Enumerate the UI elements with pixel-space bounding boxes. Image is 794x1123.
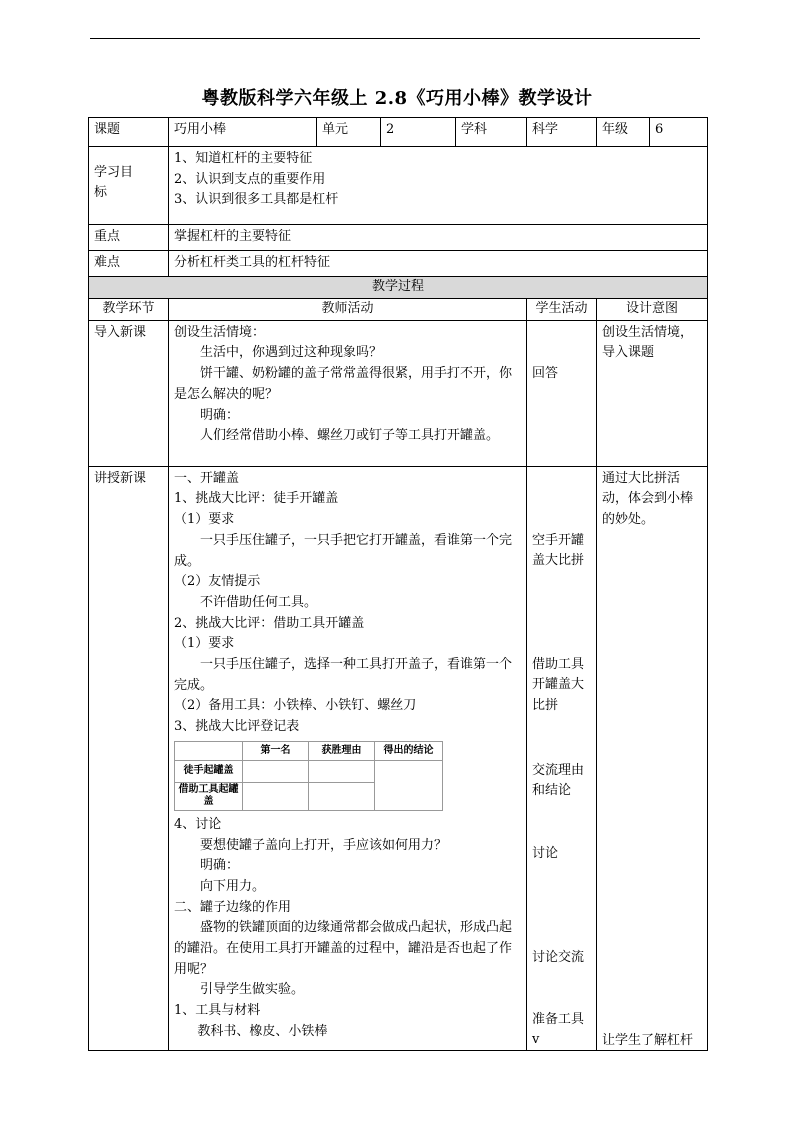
lecture-teacher — [169, 466, 527, 1050]
lecture-line: 3、挑战大比评登记表 — [174, 719, 300, 735]
lecture-line: 引导学生做实验。 — [200, 982, 305, 998]
student-activity: 空手开罐盖大比拼 — [532, 532, 585, 569]
lecture-line: 1、工具与材料 — [174, 1003, 261, 1019]
difficulty-row — [89, 251, 708, 277]
mini-header — [175, 741, 243, 760]
difficulty-value: 分析杠杆类工具的杠杆特征 — [169, 251, 708, 277]
design-intent: 通过大比拼活动，体会到小棒的妙处。 — [602, 470, 694, 528]
mini-row-label: 徒手起罐盖 — [175, 760, 243, 782]
lecture-line: 1、挑战大比评：徒手开罐盖 — [174, 491, 339, 507]
student-activity: 讨论交流 — [532, 949, 585, 965]
intro-teacher-line: 人们经常借助小棒、螺丝刀或钉子等工具打开罐盖。 — [200, 428, 500, 444]
intro-teacher-line: 明确： — [200, 407, 240, 423]
intro-row — [89, 320, 708, 466]
student-activity: 准备工具 v — [532, 1011, 585, 1048]
goal-item: 2、认识到支点的重要作用 — [174, 171, 326, 187]
mini-header: 第一名 — [243, 741, 309, 760]
intro-teacher-line: 饼干罐、奶粉罐的盖子常常盖得很紧，用手打不开，你是怎么解决的呢？ — [174, 366, 513, 402]
student-activity: 借助工具开罐盖大比拼 — [532, 656, 585, 714]
student-activity: 交流理由和结论 — [532, 762, 585, 799]
student-activity: 讨论 — [532, 845, 559, 861]
column-header-row — [89, 299, 708, 321]
process-header: 教学过程 — [89, 277, 708, 299]
goals-label: 学习目标 — [89, 147, 169, 225]
difficulty-label: 难点 — [89, 251, 169, 277]
lecture-stage: 讲授新课 — [89, 466, 169, 1050]
lesson-plan-table — [88, 117, 708, 1051]
key-point-row — [89, 225, 708, 251]
mini-row-label: 借助工具起罐盖 — [175, 782, 243, 810]
lecture-line: 二、罐子边缘的作用 — [174, 899, 292, 915]
design-intent: 让学生了解杠杆 — [602, 1032, 694, 1048]
lecture-line: 向下用力。 — [200, 878, 266, 894]
lecture-line: 盛物的铁罐顶面的边缘通常都会做成凸起状，形成凸起的罐沿。在使用工具打开罐盖的过程中，罐沿是否也起了作用呢？ — [174, 920, 513, 977]
unit-value: 2 — [381, 118, 456, 147]
intro-teacher — [169, 320, 527, 466]
grade-label: 年级 — [597, 118, 650, 147]
unit-label: 单元 — [317, 118, 381, 147]
lecture-line: 一只手压住罐子，一只手把它打开罐盖，看谁第一个完成。 — [174, 532, 513, 569]
subject-label: 学科 — [456, 118, 527, 147]
mini-cell — [243, 760, 309, 782]
lecture-line: 4、讨论 — [174, 816, 222, 832]
page-title: 粤教版科学六年级上 2.8《巧用小棒》教学设计 — [201, 88, 593, 109]
goal-item: 1、知道杠杆的主要特征 — [174, 151, 313, 166]
mini-header: 获胜理由 — [309, 741, 375, 760]
course-label: 课题 — [89, 118, 169, 147]
lecture-line: （1）要求 — [174, 512, 235, 528]
lecture-line: （1）要求 — [174, 636, 235, 652]
lecture-line: 一只手压住罐子，选择一种工具打开盖子，看谁第一个完成。 — [174, 657, 513, 693]
column-header-student: 学生活动 — [527, 299, 597, 321]
grade-value: 6 — [650, 118, 708, 147]
lecture-line: 教科书、橡皮、小铁棒 — [197, 1023, 328, 1039]
goals-row — [89, 147, 708, 225]
lecture-row — [89, 466, 708, 1050]
intro-stage: 导入新课 — [89, 320, 169, 466]
lecture-line: 2、挑战大比评：借助工具开罐盖 — [174, 615, 365, 631]
mini-cell — [309, 782, 375, 810]
mini-header: 得出的结论 — [375, 741, 443, 760]
intro-teacher-line: 生活中，你遇到过这种现象吗？ — [200, 345, 383, 361]
lecture-line: 一、开罐盖 — [174, 470, 240, 486]
column-header-intent: 设计意图 — [597, 299, 708, 321]
key-point-value: 掌握杠杆的主要特征 — [169, 225, 708, 251]
lecture-student — [527, 466, 597, 1050]
mini-cell — [375, 760, 443, 810]
goal-item: 3、认识到很多工具都是杠杆 — [174, 192, 339, 208]
lecture-line: 明确： — [200, 858, 240, 874]
info-row — [89, 118, 708, 147]
process-header-row — [89, 277, 708, 299]
lecture-intent — [597, 466, 708, 1050]
lecture-line: 要想使罐子盖向上打开，手应该如何用力？ — [200, 837, 448, 853]
intro-teacher-line: 创设生活情境： — [174, 324, 266, 340]
header-rule — [90, 38, 700, 39]
lecture-line: 不许借助任何工具。 — [200, 594, 318, 610]
contest-register-table — [174, 741, 443, 811]
column-header-teacher: 教师活动 — [169, 299, 527, 321]
intro-student: 回答 — [527, 320, 597, 466]
lecture-line: （2）友情提示 — [174, 574, 261, 590]
mini-cell — [309, 760, 375, 782]
lecture-line: （2）备用工具：小铁棒、小铁钉、螺丝刀 — [174, 698, 417, 714]
goals-list — [169, 147, 708, 225]
course-value: 巧用小棒 — [169, 118, 317, 147]
key-point-label: 重点 — [89, 225, 169, 251]
column-header-stage: 教学环节 — [89, 299, 169, 321]
intro-intent: 创设生活情境，导入课题 — [597, 320, 708, 466]
mini-cell — [243, 782, 309, 810]
subject-value: 科学 — [527, 118, 597, 147]
